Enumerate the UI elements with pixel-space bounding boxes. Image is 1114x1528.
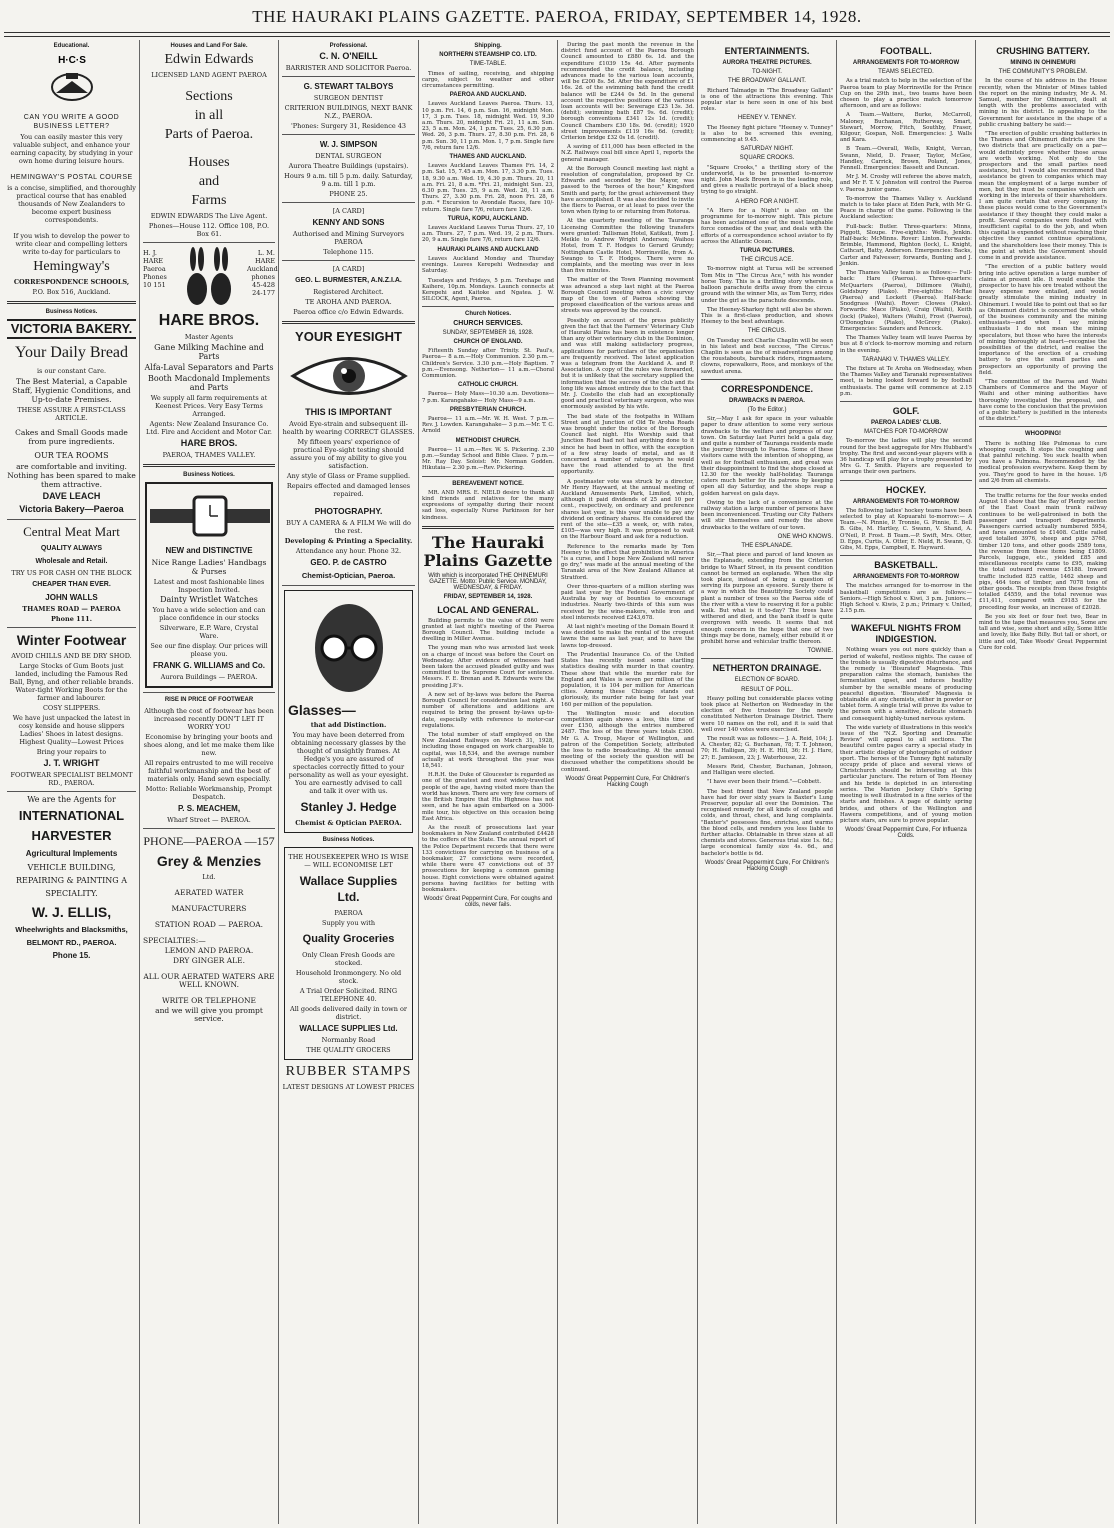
ad-text: Telephone 115. <box>323 248 374 257</box>
ad-text: CHEAPER THAN EVER. <box>32 581 111 589</box>
ad-text: DENTAL SURGEON <box>315 152 382 161</box>
article-subheading: CATHOLIC CHURCH. <box>458 382 518 389</box>
ad-text: OUR TEA ROOMS <box>34 451 109 461</box>
ad-text: QUALITY ALWAYS <box>40 545 103 553</box>
article-paragraph: On Tuesday next Charlie Chaplin will be seen in his latest and best success, "The Circus." Chaplin is seen as the of misadventures among the roustabouts, bareback riders, ringmasters, clowns, ropewalkers, Roos, and monkeys of the sawdust arena. <box>701 337 833 375</box>
ad-text: Hours 9 a.m. till 5 p.m. daily. Saturday, 9 a.m. till 1 p.m. <box>284 172 413 189</box>
section-label: Business Notices. <box>322 837 375 844</box>
article-paragraph: Owing to the lack of a convenience at the railway station a large number of persons have been inconvenienced. Trusting our City Fathers will stir themselves and remedy the above drawbacks to the welfare of our town. <box>701 499 833 531</box>
issue-date: FRIDAY, SEPTEMBER 14, 1928. <box>443 594 533 601</box>
ad-text: We have just unpacked the latest in cosy kenside and house slippers Ladies' Shoes in latest designs. Highest Quality—Lowest Prices <box>12 714 131 747</box>
ad-text: CORRESPONDENCE SCHOOLS, <box>13 278 130 287</box>
ad-heading: GEO. P. de CASTRO <box>310 558 387 568</box>
ad-heading: P. S. MEACHEM, <box>177 803 241 813</box>
ad-text: Wholesale and Retail. <box>35 558 108 566</box>
article-subheading: PAEROA LADIES' CLUB. <box>870 419 942 426</box>
article-paragraph: The fixture at Te Aroha on Wednesday, when the Thames Valley and Taranaki representatives meet, is being looked forward to by football enthusiasts. The game will commence at 2.15 p.m. <box>840 365 972 397</box>
ad-text: Wheelwrights and Blacksmiths, <box>15 925 128 935</box>
advert-line: Woods' Great Peppermint Cure, For Influenza Colds. <box>845 827 967 840</box>
ad-heading: PHOTOGRAPHY. <box>314 506 383 517</box>
article-heading: WAKEFUL NIGHTS FROM INDIGESTION. <box>851 623 961 645</box>
ad-text: If you wish to develop the power to write clear and compelling letters write to-day for particulars to <box>13 232 130 257</box>
article-paragraph: There is nothing like Pulmonas to cure whooping cough. It stops the coughing and that painful retching. You suck health when you have a Pulmona. Recommended by the medical profession everywhere. Keep them by you. They're good to have in the house. 1/6 and 2/6 from all chemists. <box>979 440 1107 484</box>
eye-icon <box>289 349 409 403</box>
ad-text: H. J. HARE Paeroa Phones 10 151 <box>143 249 167 290</box>
ad-text: Agricultural Implements <box>25 849 118 859</box>
article-paragraph: During the past month the revenue in the district fund account of the Paeroa Borough Council amounted to £880 6s. 1d. and the expenditure £1039 15s 4d. After payments recommended the credit balance, including advances made to the various loan accounts, will be £200 8s. 5d. After the expenditure of £1 16s. 2d. of the swimming bath fund the credit balance will be £244 0s 5d. In the general account the respective positions of the various loan accounts will be: Sewerage £23 13s. 3d. (debit); swimming bath £87 9s. 6d. (credit); borough conventions £341 12s 1d. (credit); Council Chambers £30 18s. 9d. (credit); 1920 street improvements £119 16s 6d. (credit); Criterion bridge £32 0s 1d. (credit). <box>561 42 694 142</box>
ad-heading: RUBBER STAMPS <box>285 1064 412 1080</box>
ad-text: STATION ROAD — PAEROA. <box>154 919 264 929</box>
ad-text: Phone 111. <box>51 615 92 624</box>
ad-text: Latest and most fashionable lines Inspection Invited. <box>153 578 265 595</box>
ad-text: Phone 15. <box>52 951 91 961</box>
article-paragraph: "I have ever been their friend."—Cobbett. <box>707 779 822 786</box>
article-paragraph: Mr J. M. Crosby will referee the above match, and Mr F. T. V. Johnston will control the Paeroa v. Paeroa junior game. <box>840 174 972 193</box>
ad-heading: and <box>198 174 220 190</box>
ad-text: PAEROA, THAMES VALLEY. <box>162 451 256 460</box>
ad-text: and we will give you prompt service. <box>155 1005 263 1023</box>
ad-text: Normanby Road <box>321 1036 376 1045</box>
ad-text: DRY GINGER ALE. <box>172 955 246 965</box>
masthead-rule-lower <box>4 36 1110 37</box>
ad-heading: FRANK G. WILLIAMS and Co. <box>153 661 265 671</box>
ad-text: Dainty Wristlet Watches <box>160 595 258 605</box>
article-heading: FOOTBALL. <box>880 46 932 56</box>
ad-text: Cakes and Small Goods made from pure ingredients. <box>15 428 128 447</box>
ad-text: are comfortable and inviting. Nothing has been spared to make them attractive. <box>7 462 136 490</box>
article-heading: NETHERTON DRAINAGE. <box>712 663 822 674</box>
article-paragraph: The Thames Valley team will leave Paeroa by bus at 8 o'clock to-morrow morning and return in the evening. <box>840 335 972 354</box>
article-heading: GOLF. <box>892 405 920 416</box>
article-paragraph: H.R.H. the Duke of Gloucester is regarded as one of the greatest and most widely-travelled people of the age, having visited more than the world has known. There are very few corners of the British Empire that His Highness has not seen, and he has again embarked on a 3000-mile tour, his objective on this occasion being East Africa. <box>422 772 554 822</box>
ad-text: Economise by bringing your boots and shoes along, and let me make them like new. <box>143 732 275 757</box>
ad-text: BELMONT RD., PAEROA. <box>26 938 117 948</box>
ad-text: 'Phones: Surgery 31, Residence 43 <box>290 122 407 131</box>
article-paragraph: At the Borough Council meeting last night a resolution of congratulation, proposed by Cr. Edwards and seconded by the Mayor, was passed to the "heroes of the hour," Kingsford Smith and party, for the great achievement they have accomplished. It was also decided to invite the fliers to Paeroa, or at least to pass over the town when flying to or returning from Rotorua. <box>561 165 694 216</box>
ad-text: ALL OUR AERATED WATERS ARE WELL KNOWN. <box>143 971 275 989</box>
ad-text: THE QUALITY GROCERS <box>306 1046 391 1055</box>
ad-heading: J. T. WRIGHT <box>43 758 100 769</box>
article-paragraph: The young man who was arrested last week on a charge of incest was before the Court on Wednesday. After evidence of witnesses had been taken the accused pleaded guilty and was committed to the Supreme Court for sentence. Messrs. F. E. Brenan and R. Edwards were the presiding J.P.'s. <box>422 645 554 689</box>
article-subheading: PAEROA AND AUCKLAND. <box>449 92 527 99</box>
article-paragraph: Paeroa— Holy Mass—10.30 a.m. Devotions—7 p.m. Karangahake— Holy Mass—9 a.m. <box>422 391 554 404</box>
ad-text: Attendance any hour. Phone 32. <box>295 547 402 556</box>
ad-text: All goods delivered daily in town or district. <box>290 1005 407 1022</box>
ad-heading: HARE BROS. <box>180 438 238 449</box>
spectacles-man-icon <box>294 598 404 698</box>
ad-text: Large Stocks of Gum Boots just landed, including the Famous Red Ball, Byng, and other reliable brands. Water-tight Working Boots for the farmer and labourer. <box>9 662 134 703</box>
article-subheading: ARRANGEMENTS FOR TO-MORROW <box>852 498 960 505</box>
article-paragraph: "The committee of the Paeroa and Waihi Chambers of Commerce and the Mayor of Waihi and other mining authorities have thoroughly investigated the proposal, and have come to the conclusion that the provision of a public battery is justified in the interests of the district." <box>979 378 1107 423</box>
ad-text: EDWIN EDWARDS The Live Agent. <box>150 212 268 221</box>
ad-heading: Victoria Bakery—Paeroa <box>19 504 124 515</box>
article-paragraph: The wide variety of illustrations in this week's issue of the "N.Z. Sporting and Dramatic Review" will appeal to all sections. The beautiful centre pages carry a special study in their artistic display of photographs of outdoor sport. The heroes of the Tunney fight naturally occupy pride of place and several views of Christchurch should be interesting at this particular juncture. The return of Tom Heeney and his bride is depicted in an interesting series. The Marion Jockey Club's Spring meeting is well illustrated in a fine series of the starts and finishes. A page of dainty spring brides, and others of the Wellington and Hawera competitions, and of young motion picture stars, are sure to prove popular. <box>840 724 973 824</box>
ad-text: that add Distinction. <box>310 721 387 730</box>
ad-heading: Quality Groceries <box>302 933 395 946</box>
ad-text: Ltd. <box>202 872 216 881</box>
article-paragraph: The matches arranged for to-morrow in the basketball competitions are as follows:— Seniors.—High School v. Kiwi, 3 p.m. Juniors.—High School v. Kiwis, 2 p.m.; Primary v. United, 2.15 p.m. <box>840 583 972 615</box>
article-heading: BEREAVEMENT NOTICE. <box>452 480 524 487</box>
article-subheading: METHODIST CHURCH. <box>455 437 521 444</box>
ad-heading: in all <box>194 108 224 124</box>
ad-text: Chemist & Optician PAEROA. <box>295 819 402 828</box>
article-heading: CHURCH SERVICES. <box>453 319 523 327</box>
ad-text: Paeroa office c/o Edwin Edwards. <box>293 308 404 317</box>
article-paragraph: Paeroa— 11 a.m.—Mr. W. H. West. 7 p.m.—Rev. J. Lowden. Karangahake— 3 p.m.—Mr. T. C. Arnold <box>422 415 554 435</box>
hcs-logo-text: H·C·S <box>57 55 86 67</box>
article-paragraph: As the result of prosecutions last year bookmakers in New Zealand contributed £4428 to the coffers of the State. The annual report of the Police Department records that there were 133 convictions for carrying on business of a bookmaker, 27 convictions were recorded, while there were 47 convictions out of 57 prosecutions for keeping a common gaming house. Eight convictions were obtained against persons having facilities for betting with bookmakers. <box>422 824 554 893</box>
ad-text: SPECIALTIES:— <box>143 935 206 945</box>
ad-text: LEMON AND PAEROA. <box>164 945 254 955</box>
wristwatch-icon <box>150 491 270 541</box>
article-paragraph: "Square Crooks," a thrilling story of the underworld, is to be presented to-morrow night. John Mack Brown is in the leading role, and gives a realistic portrayal of a black sheep trying to go straight. <box>701 164 833 196</box>
ad-heading: NEW and DISTINCTIVE <box>165 546 253 556</box>
ad-heading: PHONE—PAEROA —157 <box>143 833 275 848</box>
ad-text: Any style of Glass or Frame supplied. <box>286 472 411 481</box>
article-subheading: THAMES AND AUCKLAND. <box>449 154 527 161</box>
ad-heading: INTERNATIONAL <box>18 808 125 824</box>
article-paragraph: Building permits to the value of £660 were granted at last night's meeting of the Paeroa Borough Council. The building include a dwelling in Miller Avenue. <box>422 617 554 643</box>
article-paragraph: At last night's meeting of the Domain Board it was decided to make the rental of the croquet lawns the same as last year, and to have the lawns top-dressed. <box>561 624 694 649</box>
article-paragraph: MR. AND MRS. E. NIELD desire to thank all kind friends and relatives for the many expressions of sympathy during their recent sad loss, especially Nurse Parkinson for her kindness. <box>422 489 554 521</box>
newspaper-nameplate: The Hauraki Plains Gazette <box>423 532 553 570</box>
ad-text: My fifteen years' experience of practical Eye-sight testing should assure you of my ability to give you satisfaction. <box>290 438 407 471</box>
ad-text: is a concise, simplified, and thoroughly practical course that has enabled thousands of New Zealanders to become expert business correspondents. <box>7 184 136 225</box>
ad-text: Booth Macdonald Implements and Parts <box>148 374 270 393</box>
ad-heading: KENNY AND SONS <box>312 218 385 228</box>
article-paragraph: The Heeney fight picture "Heeney v. Tunney" is also to be screened this evening, commencing at 9.45. <box>701 124 833 144</box>
ad-text: Nice Range Ladies' Handbags & Purses <box>151 558 267 577</box>
letter-signature: TOWNIE. <box>807 648 833 655</box>
article-paragraph: Leaves Auckland Leaves Thames Fri. 14, 2 p.m. Sat. 15, 7.45 a.m. Mon. 17, 3.30 p.m. Tues. 18, 9.30 a.m. Wed. 19, 4.30 p.m. Thurs. 20, 11 a.m. Fri. 21, 8 a.m. *Fri. 21, midnight Sun. 23, 6.30 p.m. Tues. 25, 9 a.m. Wed. 26, 11 a.m. Thurs. 27, 3.30 p.m. Fri. 28, noon Fri. 28, 6 p.m. * Excursion to Avondale Races, fare 10/- return. Single fare 7/6, return fare 12/6. <box>422 163 554 213</box>
ad-text: Chemist-Optician, Paeroa. <box>301 571 396 581</box>
section-label: Business Notices. <box>183 472 235 479</box>
article-paragraph: Reference to the remarks made by Tom Heeney to the effect that prohibition in America "is a curse, and I hope New Zealand will never go dry," was made at the annual meeting of the Taranaki area of the New Zealand Alliance at Stratford. <box>561 543 694 581</box>
article-subheading: CHURCH OF ENGLAND. <box>453 338 523 345</box>
article-paragraph: Fifteenth Sunday after Trinity. St. Paul's, Paeroa— 8 a.m.—Holy Communion. 2.30 p.m.—Children's Service. 3.30 p.m.—Holy Baptism. 7 p.m.—Evensong. Netherton— 11 a.m.—Choral Communion. <box>422 348 554 379</box>
ad-heading: Glasses— <box>288 702 356 719</box>
ad-text: THE HOUSEKEEPER WHO IS WISE— WILL ECONOMISE LET <box>288 853 409 870</box>
ad-text: TRY US FOR CASH ON THE BLOCK <box>11 569 132 578</box>
nameplate-subtitle: With which is incorporated THE OHINEMURI GAZETTE. Motto: Public Service. MONDAY, WEDNESDAY, & FRIDAY. <box>428 572 548 592</box>
ad-text: is our constant Care. <box>36 367 107 376</box>
ad-text: Aurora Buildings — PAEROA. <box>160 673 258 682</box>
article-paragraph: Sir,—May I ask for space in your valuable paper to draw attention to some very serious drawbacks to the welfare and progress of our town. On Saturday last Puriri held a gala day, and quite a number of Tauranga residents made the journey through to Paeroa. Some of these visitors came with the intention of shopping, as well as for football enthusiasm, and great was their disappointment to find the shops closed at 12.30 for the weekly half-holiday. Tauranga caters much better for its patrons by keeping open all day Saturday, and the shops reap a golden harvest on gala days. <box>701 416 833 497</box>
ad-text: Repairs effected and damaged lenses repaired. <box>286 482 411 499</box>
article-paragraph: The following ladies' hockey teams have been selected to play at Kopuarahi to-morrow:— A Team.—N. Pinnie, P. Tronnie, G. Pinnie, E. Bell B. Gibs, M. Hartley, C. Swann, V. Shand, A. O'Neil, P. Frost. B Team.—P. Swift, Mrs. Otter, D. Epps, Curtis, A. Otter, E. Nield, R. Swann, Q. Gibs, M. Epps, Campbell, E. Hayward. <box>840 507 972 551</box>
article-paragraph: The best friend that New Zealand people have had for over sixty years is Baxter's Lung Preserver, popular all over the Dominion. The recognised remedy for all kinds of coughs and colds, and throat, chest, and lung complaints. "Baxter's" possesses fine, enriches, and warms the blood cells, and renders you less liable to further attacks. Obtainable in three sizes at all chemists and stores. Generous trial size 1s. 6d.; large economical family size 4s. 6d., and bachelor's bottle is 6d. <box>701 788 833 857</box>
article-subheading: TURUA PICTURES. <box>739 248 795 255</box>
ad-text: [A CARD] <box>332 265 365 274</box>
ad-heading: G. STEWART TALBOYS <box>303 82 394 92</box>
ad-heading: YOUR EYESIGHT <box>295 329 402 345</box>
article-subheading: TARANAKI V. THAMES VALLEY. <box>862 356 950 363</box>
article-subheading: ARRANGEMENTS FOR TO-MORROW <box>852 574 960 581</box>
article-subheading: THE BROADWAY GALLANT. <box>728 78 806 85</box>
article-paragraph: Leaves Auckland Monday and Thursday evenings. Leaves Kerepehi Wednesday and Saturday. <box>422 255 554 275</box>
section-label: Houses and Land For Sale. <box>170 43 248 49</box>
article-subheading: MATCHES FOR TO-MORROW <box>864 429 948 436</box>
ad-text: Bring your repairs to <box>36 748 107 757</box>
masthead-rule <box>4 32 1110 33</box>
ad-heading: GEO. L. BURMESTER, A.N.Z.I.A. <box>295 277 402 285</box>
article-paragraph: To-morrow night at Turua will be screened Tom Mix in "The Circus Ace," with his wonder horse Tony. This is a thrilling story wherein a balloon parachute drifts away from the circus ground with the winner Mix, as Tom Terry, rides under the girl as the parachute descends. <box>701 266 834 304</box>
article-paragraph: To-morrow the Thames Valley v. Auckland match is to take place at Eden Park, with Mr G. Peace in charge of the game. Following is the Auckland selection: <box>840 195 972 221</box>
ad-text: THAMES ROAD — PAEROA <box>22 605 121 614</box>
article-paragraph: The total number of staff employed on the New Zealand Railways on March 31, 1928, including those engaged on work chargeable to capital, was 18,534, and the average number actually at work throughout the year was 18,541. <box>422 732 554 770</box>
article-heading: BASKETBALL. <box>874 560 938 571</box>
article-subheading: TURUA, KOPU, AUCKLAND. <box>447 215 529 222</box>
article-paragraph: The traffic returns for the four weeks ended August 18 show that the Bay of Plenty section of the East Coast main trunk railway continues to be well-patronised in both the passenger and transport departments. Passengers carried actually numbered 5954, and fares amounted to £1408. Cattle railed ayed totalled 3976, sheep and pigs 3768, timber 120 tons, and other goods 2589 tons, the revenue from these items being £1809. Parcels, luggage, etc., yielded £85 and miscellaneous receipts came to £95, making the total outward revenue £5188. Inward traffic included 825 cattle, 1462 sheep and pigs, 464 tons of timber, and 7078 tons of other goods. The receipts from these freights totalled £4559, and the total revenue was £11,411, compared with £9183 for the preceding four weeks, an increase of £2028. <box>979 493 1107 611</box>
ad-text: Master Agents <box>184 333 234 342</box>
ad-text: [A CARD] <box>332 207 365 216</box>
column-7 <box>837 40 975 1524</box>
article-paragraph: Messrs Reid, Chester, Buchanan, Johnson, and Halligan were elected. <box>701 763 833 777</box>
ad-text: You can easily master this very valuable subject, and enhance your earning capacity, by studying in your own home during leisure hours. <box>10 133 133 166</box>
article-paragraph: Over three-quarters of a million sterling was paid last year by the Federal Government of Australia by way of bounties to encourage industries. Nearly two-thirds of this sum was received by the wine-makers, while iron and steel interests received £243,678. <box>561 583 694 621</box>
ad-heading: W. J. ELLIS, <box>31 904 112 921</box>
hare-rabbits-icon <box>179 247 239 309</box>
ad-text: BARRISTER AND SOLICITOR Paeroa. <box>285 64 412 73</box>
advert-line: Woods' Great Peppermint Cure, For Children's Hacking Cough <box>565 775 690 788</box>
article-paragraph: To-morrow the ladies will play the second round for the best aggregate for Mrs Hubbard's trophy. The first and second-year players with a 36 handicap will play for a trophy presented by Mrs G. T. Smith. Players are requested to arrange their own partners. <box>840 438 972 476</box>
ad-heading: HARE BROS. <box>158 312 260 330</box>
column-1 <box>4 40 139 1524</box>
ad-text: Authorised and Mining Surveyors PAEROA <box>292 230 405 247</box>
article-subheading: RESULT OF POLL. <box>741 686 793 693</box>
column-6 <box>698 40 836 1524</box>
article-paragraph: Leaves Auckland Leaves Turua Thurs. 27, 10 a.m. Thurs. 27, 7 p.m. Wed. 19, 2 p.m. Thurs. 20, 9 a.m. Single fare 7/6, return fare 12/6. <box>422 225 554 244</box>
article-subheading: TO-NIGHT. <box>752 69 782 76</box>
ad-text: WRITE OR TELEPHONE <box>161 995 257 1005</box>
article-subheading: TIME-TABLE. <box>469 61 507 68</box>
ad-heading: Your Daily Bread <box>14 344 129 362</box>
article-subheading: SUNDAY, SEPTEMBER 16, 1928. <box>442 329 534 336</box>
column-8 <box>976 40 1110 1524</box>
wallace-supplies-ad <box>284 847 413 1060</box>
article-subheading: THE COMMUNITY'S PROBLEM. <box>998 69 1088 76</box>
ad-heading: Sections <box>185 89 233 105</box>
section-label: Business Notices. <box>45 309 98 316</box>
hare-bros-header <box>143 247 278 309</box>
ad-text: Phones—House 112. Office 108, P.O. Box 61. <box>148 222 270 239</box>
article-heading: ENTERTAINMENTS. <box>724 46 810 56</box>
column-3 <box>279 40 418 1524</box>
article-subheading: THE CIRCUS ACE. <box>740 257 793 264</box>
ad-heading: Farms <box>191 193 227 209</box>
ad-heading: Wallace Supplies Ltd. <box>299 874 398 905</box>
ad-text: COSY SLIPPERS. <box>42 704 101 713</box>
ad-text: See our fine display. Our prices will please you. <box>150 642 268 659</box>
article-paragraph: "The erection of a public battery would bring into active operation a large number of claims at present idle. It would enable the prospector to have his ore treated without the heavy expense now entailed, and would greatly stimulate the mining industry in Ohinemuri. I would like to point out that so far as Ohinemuri district is concerned the whole of the business community and the mining enthusiasts—and when I say mining enthusiasts I do not mean the mining speculators, but those who have the interests of mining thoroughly at heart—recognise the possibilities of the district, and realise the importance of the erection of a crushing battery to give the small parties and prospectors an opportunity of proving the field. <box>979 264 1108 376</box>
hedge-glasses-ad <box>284 590 413 833</box>
ad-text: Avoid Eye-strain and subsequent ill-health by wearing CORRECT GLASSES. <box>282 420 415 437</box>
ad-text: MANUFACTURERS <box>171 903 247 913</box>
ad-heading: CAN YOU WRITE A GOOD BUSINESS LETTER? <box>23 114 120 131</box>
article-paragraph: "A Hero for a Night" is also on the programme for to-morrow night. This picture has been acclaimed one of the most laughable force comedies of the year, and deals with the efforts of a correspondence school aviator to fly across the Atlantic Ocean. <box>701 207 833 245</box>
article-paragraph: Nothing wears you out more quickly than a period of wakeful, restless nights. The cause of the trouble is usually digestive disturbance, and the remedy is 'Bisurated' Magnesia. This preparation calms the stomach, banishes the fermentation upset, and induces healthy slumber by the sensible means of producing peaceful digestion. 'Bisurated' Magnesia is obtainable at any chemists, either in powder or tablet form. A single trial will prove its value to the person with a sensitive, delicate stomach and consequent highly-tuned nervous system. <box>840 647 972 722</box>
article-subheading: PRESBYTERIAN CHURCH. <box>449 406 527 413</box>
article-paragraph: At the quarterly meeting of the Tauranga Licensing Committee the following transfers were granted: Tallisman Hotel, Katikati, from J. Meikle to Andrew Wright Anderson; Waihou Hotel, from T. F. Hodges to Gerard Grundy; Nottingham Castle Hotel, Morrinsville, from A. Swango to T. F. Hodges. There were no complaints, and the meeting was over in less than five minutes. <box>561 218 694 275</box>
article-paragraph: Sir,—That piece and parcel of land known as the Esplanade, extending from the Criterion bridge to Wharf Street, in its present condition cannot be termed an esplanade. When the slip took place, instead of being a question of serving its purpose an eyesore. Surely there is a way in which the Beautifying Society could plant a number of trees so the Paeroa side of the river with a view to reserving it for a public walk. But what is it to-day? The trees have withered and died, and the bank itself is quite overgrown with weeds. It seems that not enough concern in the hope that one of two things may be done, namely, either rebuild it or prohibit horse and vehicular traffic thereon. <box>701 552 833 646</box>
ad-heading: Grey & Menzies <box>156 852 262 869</box>
ad-text: LICENSED LAND AGENT PAEROA <box>151 71 267 80</box>
article-paragraph: The Prudential Insurance Co. of the United States has recently issued some startling statistics dealing with murder in that country. These show that while the murder rate for England and Wales is seven per million of the population, it is 104 per million for American cities. Among these Chicago stands out gloriously, its murder rate being for last year 160 per million of the population. <box>561 651 694 708</box>
ad-text: A Trial Order Solicited. RING TELEPHONE 40. <box>299 987 398 1004</box>
ad-heading: W. J. SIMPSON <box>319 140 378 150</box>
article-paragraph: The Wellington music and elocution competition again shows a loss, this time of over £150, although the entries numbered 2487. The loss of the three years totals £300. Mr G. A. Troup, Mayor of Wellington, and patron of the Competition Society, attributed the loss to radio broadcasting. At the annual meeting of the society the question will be discussed whether the competitions should be continued. <box>561 710 694 773</box>
article-subheading: AURORA THEATRE PICTURES. <box>722 60 812 66</box>
article-subheading: HEENEY V. TENNEY. <box>737 115 797 122</box>
article-paragraph: The Thames Valley team is as follows:— Full-back: Hare (Paeroa). Three-quarters: McQuarters (Paeroa), Dillimore (Waihi), Goldsbury (Piako). Five-eighths: McRae (Paeroa) and Lockett (Paeroa). Half-back: Snodgrass (Waihi). Rover: Clowes (Piako). Forwards: Mace (Piako), Craig (Waihi), Keith (lock) (Piako), Walters (Waihi), Frost (Paeroa), O'Donoghue (Piako), McGrevy (Piako). Emergencies: Saunders and Pencock. <box>840 270 972 332</box>
article-paragraph: The Heeney-Sharkey fight will also be shown. This is a first-class production, and shows Heeney to the best advantage. <box>701 306 833 326</box>
ad-heading: Edwin Edwards <box>164 52 254 68</box>
article-paragraph: The result was as follows:— J. A. Reid, 104; J. A. Chester, 82; G. Buchanan, 78; T. T. Johnson, 70; H. Halligan, 39; H. E. Hill, 36; H. J. Hare, 27; E. Jamieson, 23; J. Waterhouse, 22. <box>701 736 833 761</box>
ad-text: We supply all farm requirements at Keenest Prices. Very Easy Terms Arranged. <box>150 394 268 419</box>
ad-text: AERATED WATER <box>174 887 244 897</box>
ad-text: Wharf Street — PAEROA. <box>167 815 251 824</box>
article-subheading: DRAWBACKS IN PAEROA. <box>729 397 805 404</box>
ad-text: Silverware, E.P. Ware, Crystal Ware. <box>159 624 259 641</box>
ad-text: Registered Architect. <box>313 288 384 297</box>
column-2 <box>140 40 278 1524</box>
article-paragraph: A postmaster vote was struck by a director, Mr Henry Hayward, at the annual meeting of Auckland Amusements Park, Limited, which, although it paid dividends of 25 and 10 per cent., respectively, on ordinary and preference shares last year, is this year unable to pay any dividend on ordinary shares. He considered the rent of the site—£35 a week, or, with rates, £105—was very high. It was proposed to wait on the Harbour Board and ask for a reduction. <box>561 478 694 541</box>
article-subheading: MINING IN OHINEMURI <box>1010 60 1076 66</box>
article-subheading: ARRANGEMENTS FOR TO-MORROW <box>852 60 960 66</box>
section-label: Church Notices. <box>464 311 511 318</box>
column-4 <box>419 40 557 1524</box>
article-paragraph: "The erection of public crushing batteries in the Thames and Ohinemuri districts are the two districts that are practically on a par—would definitely prove whether those areas are worth working. Not only do the prospectors and the small parties need assistance, but I would also recommend that assistance be given to companies which may mean the employment of a large number of men, but they must be companies which are working in the interests of their shareholders. I am quite certain that every company in these places would come to the Government's assistance if they thought they could make a profit. Several companies were floated with insufficient capital to do the job, and when this capital is expended without reaching their objective they cannot continue operations, and the shareholders lose their money. This is the point at which the Government should come in and provide assistance. <box>979 131 1107 262</box>
article-paragraph: Leaves Auckland Leaves Paeroa. Thurs. 13, 10 p.m. Fri. 14, 6 p.m. Sun. 16, midnight Mon. 17, 3 p.m. Tues. 18, midnight Wed. 19, 9.30 a.m. Thurs. 20, midnight Fri. 21, 11 a.m. Sun. 23, 5 a.m. Mon. 24, 1 p.m. Tues. 25, 6.30 p.m. Wed. 26, 3 p.m. Thurs. 27, 8.30 p.m. Fri. 28, 6 p.m. Sun. 30, 11 p.m. Mon. 1, 7 p.m. Single fare 7/6, return fare 12/6. <box>422 101 554 151</box>
advert-line: Woods' Great Peppermint Cure, For Children's Hacking Cough <box>705 859 829 872</box>
article-subheading: TEAMS SELECTED. <box>878 69 934 76</box>
ad-text: Agents: New Zealand Insurance Co. Ltd. Fire and Accident and Motor Car. <box>146 420 272 437</box>
article-paragraph: Richard Talmadge in "The Broadway Gallant" is one of the attractions this evening. This popular star is here seen in one of his best roles. <box>701 87 833 113</box>
ad-text: Gane Milking Machine and Parts <box>154 343 264 362</box>
section-label: Professional. <box>329 43 368 49</box>
ad-text: All repairs entrusted to me will receive faithful workmanship and the best of materials only. Hand sewn especially. <box>144 758 274 783</box>
ad-heading: WALLACE SUPPLIES Ltd. <box>299 1024 398 1034</box>
masthead: THE HAURAKI PLAINS GAZETTE. PAEROA, FRIDAY, SEPTEMBER 14, 1928. <box>252 7 862 26</box>
ad-heading: THIS IS IMPORTANT <box>305 407 392 418</box>
ad-heading: HARVESTER <box>31 828 112 844</box>
article-subheading: HAURAKI PLAINS AND AUCKLAND <box>437 246 539 253</box>
section-label: Educational. <box>53 43 90 49</box>
article-paragraph: Tuesdays and Fridays, 5 p.m. Torehape and Kaihere, 10p.m. Mondays. Launch connects at Kerepehi and Kaitoke and Ngatea. J. W. SILCOCK, Agent, Paeroa. <box>422 277 554 303</box>
article-paragraph: In the course of his address in the House recently, when the Minister of Mines tabled the report on the mining industry, Mr A. M. Samuel, member for Ohinemuri, dealt at length with the problems associated with mining in his district. In appealing to the Government for assistance in the shape of a public crushing battery he said:— <box>979 78 1107 128</box>
article-paragraph: Full-back: Butler. Three-quarters: Minns, Piggott, Sloupe. Five-eighths: Wells, Jenkin. Half-back: McMinns. Rover: Linton. Forwards: Brimble, Hammond, Righton (lock), L. Knight, Cathcart, Batty, Anderson. Emergencies: Backs, Carter and Falvesser; forwards, Bunting and J. Jenkin. <box>840 223 972 267</box>
ad-text: TE AROHA AND PAEROA. <box>305 298 392 307</box>
article-paragraph: The matter of the Town Planning movement was advanced a step last night at the Paeroa Borough Council meeting when a civic survey map of the town of Paeroa showing the proposed classification of the various areas and streets was approved by the council. <box>561 277 694 315</box>
advert-line: Woods' Great Peppermint Cure, For coughs and colds, never fails. <box>423 896 553 909</box>
ad-heading: Stanley J. Hedge <box>300 800 397 815</box>
ad-heading: Winter Footwear <box>16 632 127 649</box>
article-paragraph: B Team.—Overall, Wells, Knight, Vercan, Swann, Nield, D. Fraser, Taylor, McGee, Handley, Carrick, Brown, Poland, Jones, Fennell. Emergencies: Bassett and Duncan. <box>840 146 972 172</box>
ad-text: VEHICLE BUILDING, REPAIRING & PAINTING A SPECIALITY. <box>15 863 128 899</box>
ad-heading: Hemingway's <box>33 259 110 275</box>
ad-heading: C. N. O'NEILL <box>319 51 378 62</box>
ad-text: PAEROA <box>334 909 363 918</box>
ad-heading: Parts of Paeroa. <box>164 127 254 143</box>
ad-text: BUY A CAMERA & A FILM We will do the rest. <box>286 519 411 536</box>
article-paragraph: Be you six feet or four feet two, Bear in mind to the tape that measures you, Some are tall and wise, some short and silly, Some little and lovely, like Baby Billy. But tall or short, or little and old, Take Woods' Great Peppermint Cure for cold. <box>979 613 1107 651</box>
article-heading: CRUSHING BATTERY. <box>996 46 1090 56</box>
article-paragraph: Times of sailing, receiving, and shipping cargo, subject to weather and other circumstances permitting. <box>422 70 554 90</box>
letter-signature: ONE WHO KNOWS. <box>777 533 833 540</box>
article-heading: NORTHERN STEAMSHIP CO. LTD. <box>439 52 537 59</box>
article-heading: HOCKEY. <box>885 484 926 495</box>
ad-text: Motto: Reliable Workmanship, Prompt Despatch. <box>145 784 273 801</box>
article-paragraph: The bad state of the footpaths in William Street and at Junction of Old Te Aroha Roads was brought under the notice of the Borough Council last night. His Worship said that Junction Road had not had anything done to it since he had been in office, with the exception of a few stray loads of metal, and as it concerned a number of ratepayers he would have the road attended to at the first opportunity. <box>561 413 694 476</box>
ad-text: Only Clean Fresh Goods are stocked. <box>302 951 395 968</box>
ad-heading: HEMINGWAY'S POSTAL COURSE <box>10 174 133 182</box>
article-subheading: A HERO FOR A NIGHT. <box>735 198 799 205</box>
article-heading: WHOOPING! <box>1025 431 1061 438</box>
ad-text: L. M. HARE Auckland phones 45-428 24-177 <box>247 249 278 298</box>
article-paragraph: As a trial match to help in the selection of the Paeroa team to play Morrinsville for the Prince Cup on the 29th inst., two teams have been chosen to play a practice match tomorrow afternoon, and are as follows: <box>840 78 972 110</box>
ad-text: We are the Agents for <box>27 795 116 805</box>
article-subheading: SATURDAY NIGHT. <box>740 146 794 153</box>
article-subheading: ELECTION OF BOARD. <box>734 677 800 684</box>
ad-text: Aurora Theatre Buildings (upstairs). <box>288 162 409 171</box>
article-subheading: (To the Editor.) <box>747 406 787 413</box>
ad-text: LATEST DESIGNS AT LOWEST PRICES <box>282 1083 415 1092</box>
ad-heading: DAVE LEACH <box>42 491 101 502</box>
ad-heading: Central Meat Mart <box>23 524 120 540</box>
ad-heading: VICTORIA BAKERY. <box>7 319 136 339</box>
ad-heading: Houses <box>188 155 230 171</box>
ad-text: THESE ASSURE A FIRST-CLASS ARTICLE. <box>17 406 126 423</box>
ad-text: PHONE 25. <box>329 190 368 199</box>
hcs-logo-icon <box>42 53 102 109</box>
ad-text: The Best Material, a Capable Staff, Hygienic Conditions, and Up-to-date Premises. <box>12 377 131 405</box>
ad-text: Alfa-Laval Separators and Parts <box>144 363 274 373</box>
article-heading: LOCAL AND GENERAL. <box>437 604 539 615</box>
ad-heading: RISE IN PRICE OF FOOTWEAR <box>164 697 254 704</box>
article-paragraph: Possibly on account of the press publicity given the fact that the Farmers' Veterinary Club of Hauraki Plains has been in existence longer than any other veterinary club in the Dominion, and was still making satisfactory progress, applications for particulars of the organisation are frequently received. The latest application was a telegram from the Auckland A. and P. Association. A copy of the rules was forwarded, but it is unlikely that the secretary supplied the information that the success of the club and its long life was almost entirely due to the fact that Mr. J. Costello the club had an exceptionally good and practical veterinary surgeon, who was enormously assisted by his wife. <box>561 317 694 411</box>
jewellery-ad <box>145 482 273 688</box>
ad-text: Household Ironmongery. No old stock. <box>295 969 402 986</box>
section-label: Shipping. <box>474 43 502 49</box>
ad-heading: JOHN WALLS <box>45 593 98 603</box>
ad-text: Developing & Printing a Speciality. <box>284 537 413 546</box>
article-subheading: THE ESPLANADE. <box>741 543 793 549</box>
article-paragraph: A Team.—Wattere, Burke, McCarroll, Maloney, Buchanan, Rutherway, Smart, Stewart, Morrow, Fitch, Southby, Fraser, Kilgour, Gospan, Noll. Emergencies: J. Walls and Kara. <box>840 112 972 144</box>
ad-text: P.O. Box 516, Auckland. <box>32 288 111 297</box>
article-subheading: SQUARE CROOKS. <box>739 155 795 162</box>
article-paragraph: Heavy polling but considerable places voting took place at Netherton on Wednesday in the election of five trustees for the newly constituted Netherton Drainage District. There were 10 names on the roll, and it is said that well over 140 votes were exercised. <box>701 695 833 733</box>
ad-text: CRITERION BUILDINGS, NEXT BANK N.Z., PAEROA. <box>284 104 413 121</box>
article-paragraph: A new set of by-laws was before the Paeroa Borough Council for consideration last night. A number of alterations and additions are required to bring the present by-laws up-to-date, especially with reference to motor-car regulations. <box>422 691 554 729</box>
article-paragraph: Paeroa— 11 a.m.—Rev. W. S. Pickering. 2.30 p.m.—Sunday School and Bible Class. 7 p.m.—Mr. Ray Day. Soloist: Mr. Norman Godden. Hikutaia— 2.30 p.m.—Rev. Pickering. <box>422 446 554 472</box>
column-5 <box>558 40 697 1524</box>
ad-text: You have a wide selection and can place confidence in our stocks <box>152 606 266 623</box>
article-subheading: THE CIRCUS. <box>747 328 787 335</box>
ad-text: Although the cost of footwear has been increased recently DON'T LET IT WORRY YOU <box>144 706 274 731</box>
article-paragraph: A saving of £11,000 has been effected in the N.Z. Railways coal bill since April 1, reports the general manager. <box>561 144 694 163</box>
ad-text: You may have been deterred from obtaining necessary glasses by the thought of unsightly frames. At Hedge's you are assured of spectacles correctly fitted to your personality as well as your eyesight. You are earnestly advised to call and talk it over with us. <box>288 731 409 796</box>
article-heading: CORRESPONDENCE. <box>720 383 813 394</box>
ad-text: Supply you with <box>321 919 376 928</box>
ad-text: SURGEON DENTIST <box>313 94 384 103</box>
ad-text: AVOID CHILLS AND BE DRY SHOD. <box>11 652 132 661</box>
ad-text: FOOTWEAR SPECIALIST BELMONT RD., PAEROA. <box>10 771 133 788</box>
